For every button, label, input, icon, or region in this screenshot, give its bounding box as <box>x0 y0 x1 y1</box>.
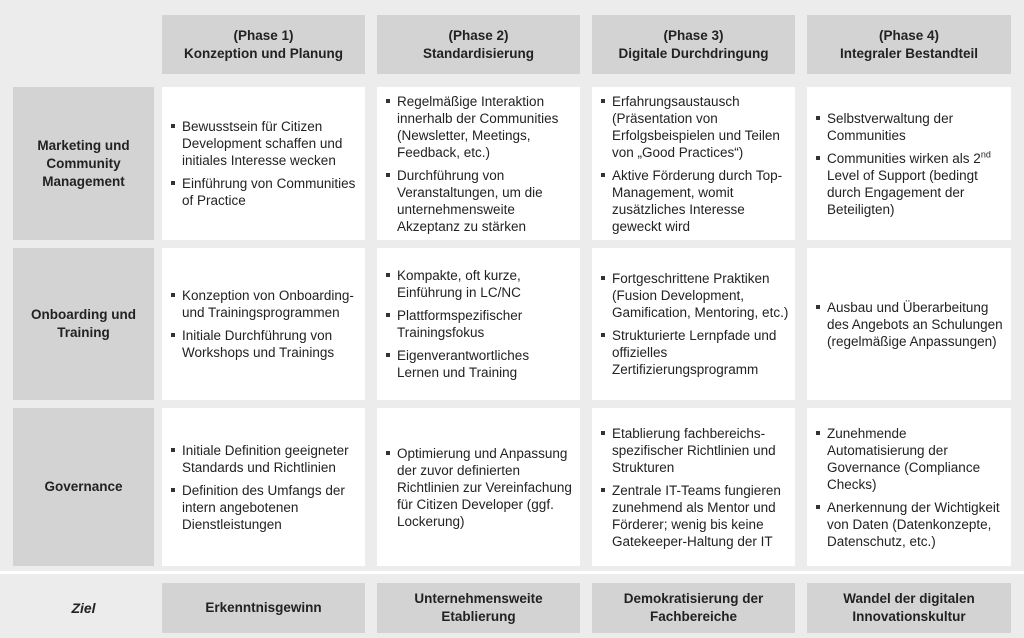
cell-marketing-phase-1 <box>162 87 365 240</box>
cell-onboarding-phase-3 <box>592 248 795 400</box>
list-item: Initiale Durchführung von Workshops und Trainings <box>168 327 359 361</box>
list-item: Fortgeschrittene Praktiken (Fusion Development, Gamification, Mentoring, etc.) <box>598 270 789 321</box>
list-item: Definition des Umfangs der intern angebotenen Dienstleistungen <box>168 482 359 533</box>
list-item: Ausbau und Überarbeitung des Angebots an Schulungen (regelmäßige Anpassungen) <box>813 299 1005 350</box>
phase-name: Integraler Bestandteil <box>839 45 979 61</box>
list-item: Zentrale IT-Teams fungieren zunehmend als Mentor und Förderer; wenig bis keine Gatekeeper-Haltung der IT <box>598 482 789 550</box>
list-item: Initiale Definition geeigneter Standards und Richtlinien <box>168 442 359 476</box>
list-item: Zunehmende Automatisierung der Governance (Compliance Checks) <box>813 425 1005 493</box>
cell-onboarding-phase-2 <box>377 248 580 400</box>
phase-number: (Phase 1) <box>233 27 294 43</box>
cell-governance-phase-4 <box>807 408 1011 566</box>
row-label-marketing: Marketing und Community Management <box>13 87 154 240</box>
list-item: Erfahrungsaustausch (Präsentation von Erfolgsbeispielen und Teilen von „Good Practices“) <box>598 93 789 161</box>
cell-governance-phase-3 <box>592 408 795 566</box>
list-item: Durchführung von Veranstaltungen, um die unternehmensweite Akzeptanz zu stärken <box>383 167 574 235</box>
phase-name: Konzeption und Planung <box>184 45 343 61</box>
list-item: Plattformspezifischer Trainingsfokus <box>383 307 574 341</box>
row-label-onboarding: Onboarding und Training <box>13 248 154 400</box>
phase-header-2 <box>377 15 580 74</box>
list-item: Aktive Förderung durch Top-Management, womit zusätzliches Interesse geweckt wird <box>598 167 789 235</box>
list-item: Optimierung und Anpassung der zuvor definierten Richtlinien zur Vereinfachung für Citizen Developer (ggf. Lockerung) <box>383 445 574 530</box>
phase-header-4 <box>807 15 1011 74</box>
phase-header-3 <box>592 15 795 74</box>
list-item: Einführung von Communities of Practice <box>168 175 359 209</box>
goal-phase-2: Unternehmensweite Etablierung <box>377 583 580 633</box>
list-item: Anerkennung der Wichtigkeit von Daten (Datenkonzepte, Datenschutz, etc.) <box>813 499 1005 550</box>
list-item: Etablierung fachbereichs-spezifischer Richtlinien und Strukturen <box>598 425 789 476</box>
phase-name: Digitale Durchdringung <box>618 45 769 61</box>
phase-number: (Phase 4) <box>878 27 940 43</box>
goal-row-label: Ziel <box>71 600 96 616</box>
cell-governance-phase-1 <box>162 408 365 566</box>
section-divider <box>0 571 1024 574</box>
goal-phase-1: Erkenntnisgewinn <box>162 583 365 633</box>
list-item: Konzeption von Onboarding- und Trainingsprogrammen <box>168 287 359 321</box>
phase-name: Standardisierung <box>422 45 535 61</box>
cell-marketing-phase-2 <box>377 87 580 240</box>
phase-header-1 <box>162 15 365 74</box>
list-item: Communities wirken als 2nd Level of Support (bedingt durch Engagement der Beteiligten) <box>813 150 1005 218</box>
list-item: Strukturierte Lernpfade und offizielles Zertifizierungsprogramm <box>598 327 789 378</box>
list-item: Bewusstsein für Citizen Development schaffen und initiales Interesse wecken <box>168 118 359 169</box>
list-item: Selbstverwaltung der Communities <box>813 110 1005 144</box>
list-item: Regelmäßige Interaktion innerhalb der Communities (Newsletter, Meetings, Feedback, etc.) <box>383 93 574 161</box>
cell-onboarding-phase-4 <box>807 248 1011 400</box>
cell-governance-phase-2 <box>377 408 580 566</box>
cell-onboarding-phase-1 <box>162 248 365 400</box>
list-item: Kompakte, oft kurze, Einführung in LC/NC <box>383 267 574 301</box>
goal-phase-4: Wandel der digitalen Innovationskultur <box>807 583 1011 633</box>
row-label-governance: Governance <box>13 408 154 566</box>
cell-marketing-phase-3 <box>592 87 795 240</box>
goal-phase-3: Demokratisierung der Fachbereiche <box>592 583 795 633</box>
list-item: Eigenverantwortliches Lernen und Training <box>383 347 574 381</box>
phase-number: (Phase 3) <box>663 27 724 43</box>
cell-marketing-phase-4 <box>807 87 1011 240</box>
phase-number: (Phase 2) <box>448 27 509 43</box>
